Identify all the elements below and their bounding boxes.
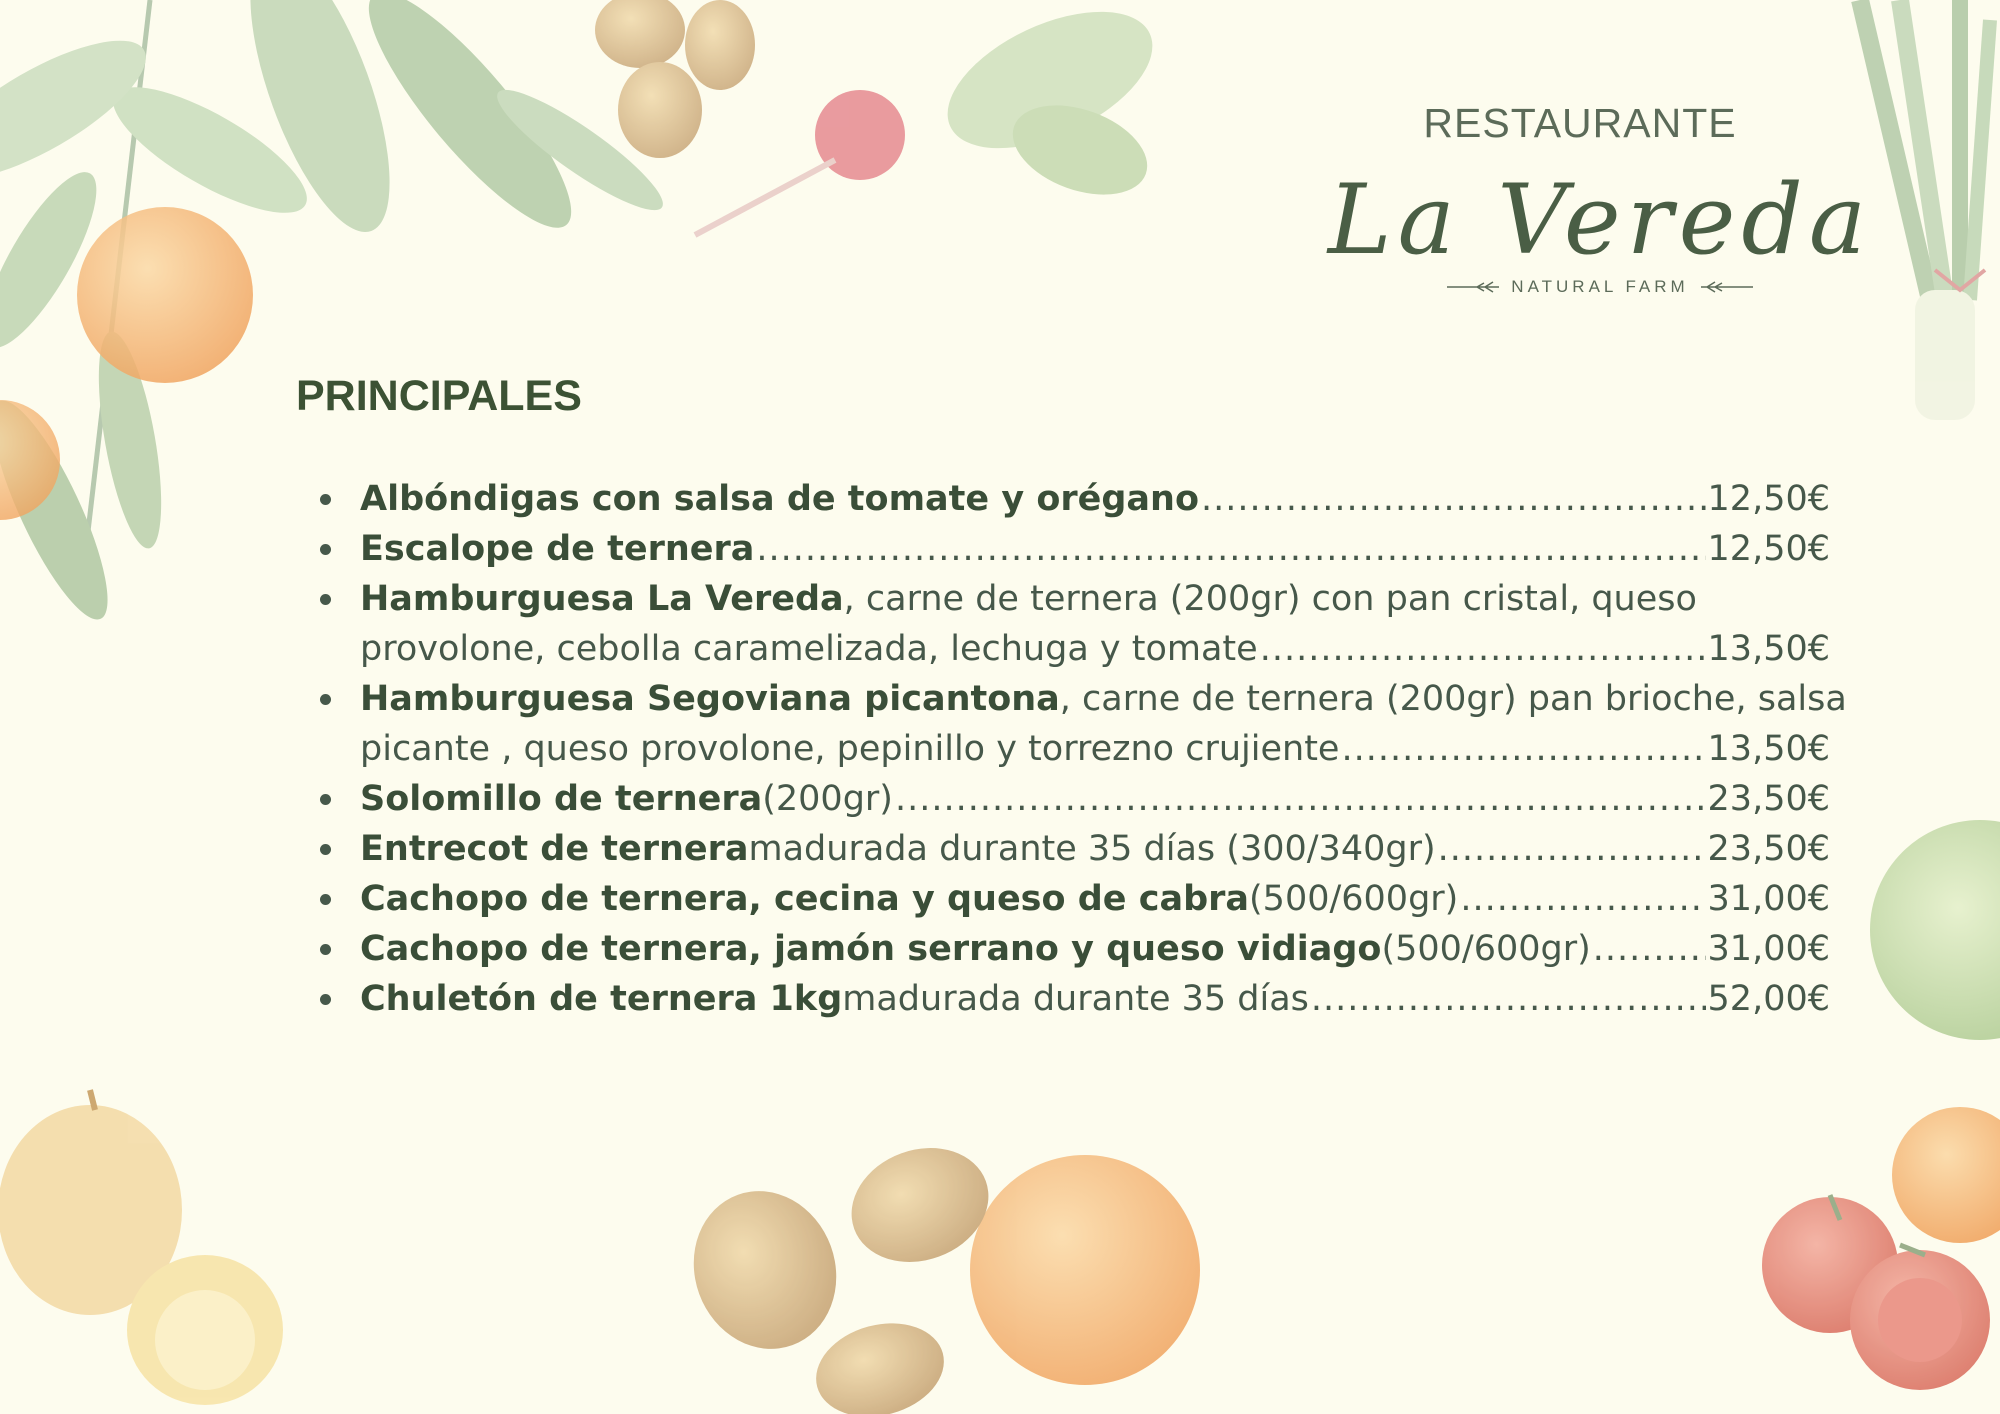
- potatoes-bottom: [672, 1129, 1200, 1414]
- sprig-right-icon: [1701, 280, 1753, 294]
- bullet-icon: [320, 944, 331, 955]
- bullet-icon: [320, 794, 331, 805]
- dish-description: madurada durante 35 días (300/340gr): [748, 829, 1436, 869]
- dish-name: Chuletón de ternera 1kg: [360, 979, 843, 1019]
- tomatoes: [1762, 1195, 1990, 1390]
- dish-price: 52,00€: [1707, 979, 1830, 1019]
- dish-description: , carne de ternera (200gr) pan brioche, salsa: [1059, 679, 1847, 719]
- dish-price: 31,00€: [1707, 929, 1830, 969]
- dish-price: 23,50€: [1707, 829, 1830, 869]
- bullet-icon: [320, 544, 331, 555]
- dish-description: (500/600gr): [1249, 879, 1459, 919]
- dot-leader: [1593, 924, 1706, 974]
- dot-leader: [1260, 624, 1706, 674]
- onions: [0, 1090, 283, 1405]
- dish-name: Albóndigas con salsa de tomate y orégano: [360, 479, 1199, 519]
- dish-description-continued: picante , queso provolone, pepinillo y torrezno crujiente: [360, 729, 1340, 769]
- restaurant-tagline: NATURAL FARM: [1511, 277, 1689, 296]
- dish-description: madurada durante 35 días: [842, 979, 1309, 1019]
- menu-item: [318, 674, 1847, 774]
- menu-item: [318, 824, 1830, 874]
- dish-name: Hamburguesa Segoviana picantona: [360, 679, 1060, 719]
- dish-price: 23,50€: [1707, 779, 1830, 819]
- dish-name: Escalope de ternera: [360, 529, 755, 569]
- dot-leader: [1201, 474, 1706, 524]
- menu-item: [318, 974, 1830, 1024]
- dish-price: 12,50€: [1707, 529, 1830, 569]
- restaurant-logo: [1300, 100, 1900, 297]
- menu-item: [318, 524, 1830, 574]
- bullet-icon: [320, 844, 331, 855]
- dish-name: Cachopo de ternera, cecina y queso de cabra: [360, 879, 1250, 919]
- dish-description: (200gr): [762, 779, 893, 819]
- dish-price: 12,50€: [1707, 479, 1830, 519]
- dot-leader: [1460, 874, 1705, 924]
- section-title: PRINCIPALES: [296, 372, 582, 420]
- dot-leader: [1438, 824, 1706, 874]
- dish-name: Solomillo de ternera: [360, 779, 763, 819]
- menu-list: [318, 474, 1847, 1024]
- menu-item: [318, 874, 1830, 924]
- menu-item: [318, 924, 1830, 974]
- menu-item: [318, 774, 1830, 824]
- dish-name: Cachopo de ternera, jamón serrano y queso vidiago: [360, 929, 1382, 969]
- restaurant-label: RESTAURANTE: [1423, 100, 1737, 146]
- restaurant-tagline-row: [1300, 277, 1900, 297]
- dot-leader: [895, 774, 1706, 824]
- radish: [695, 0, 1173, 235]
- dish-name: Entrecot de ternera: [360, 829, 749, 869]
- potatoes-top: [595, 0, 755, 158]
- orange-top-left: [77, 207, 253, 383]
- dish-description: (500/600gr): [1381, 929, 1591, 969]
- sprig-left-icon: [1447, 280, 1499, 294]
- dish-name: Hamburguesa La Vereda: [360, 579, 844, 619]
- dish-price: 13,50€: [1707, 729, 1830, 769]
- bullet-icon: [320, 594, 331, 605]
- bullet-icon: [320, 494, 331, 505]
- orange-bottom-right: [1892, 1107, 2000, 1243]
- bullet-icon: [320, 994, 331, 1005]
- dot-leader: [1341, 724, 1705, 774]
- bullet-icon: [320, 694, 331, 705]
- bullet-icon: [320, 894, 331, 905]
- dot-leader: [1311, 974, 1706, 1024]
- menu-item: [318, 474, 1830, 524]
- dish-price: 13,50€: [1707, 629, 1830, 669]
- cabbage: [1870, 820, 2000, 1040]
- dot-leader: [756, 524, 1705, 574]
- menu-item: [318, 574, 1830, 674]
- dish-price: 31,00€: [1707, 879, 1830, 919]
- dish-description-continued: provolone, cebolla caramelizada, lechuga y tomate: [360, 629, 1258, 669]
- dish-description: , carne de ternera (200gr) con pan cristal, queso: [843, 579, 1697, 619]
- restaurant-name: La Vereda: [1327, 164, 1873, 276]
